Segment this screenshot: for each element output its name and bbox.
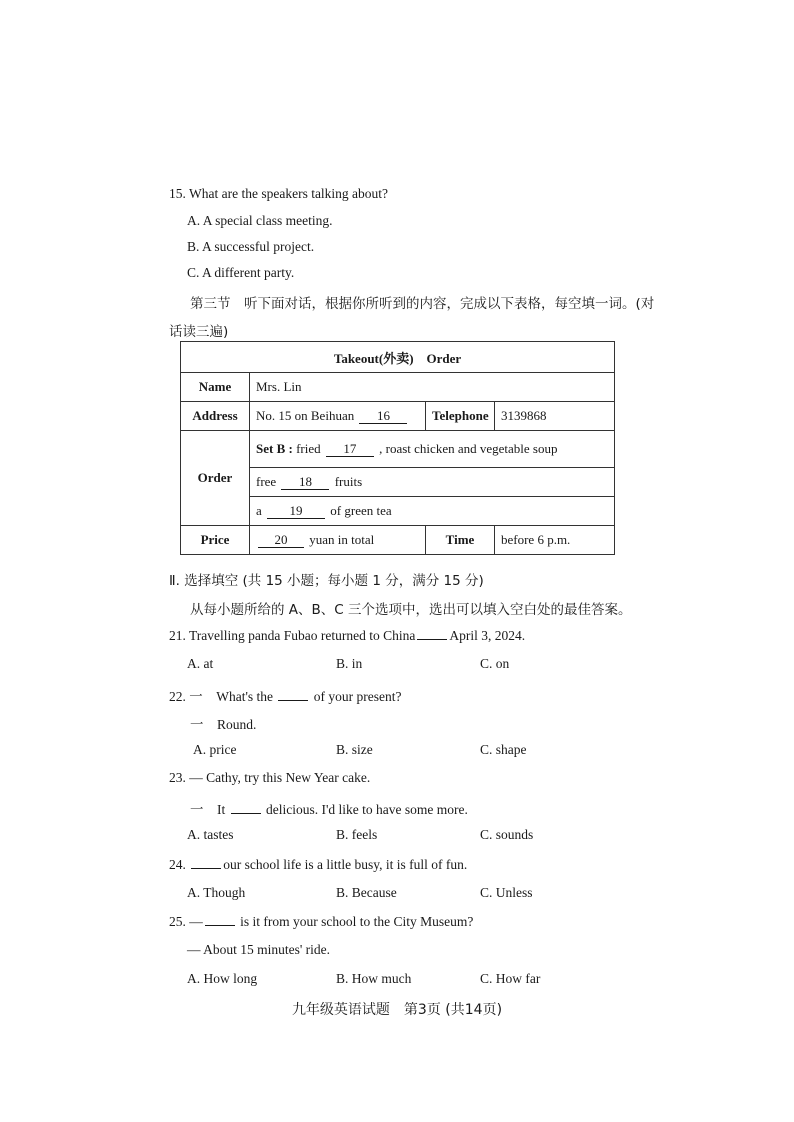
q15-stem: 15. What are the speakers talking about? [169, 186, 389, 201]
q21-option-c: C. on [480, 656, 510, 671]
q25-option-c: C. How far [480, 971, 541, 986]
q23-option-b: B. feels [336, 827, 378, 842]
q22-option-c: C. shape [480, 742, 527, 757]
q21-stem [169, 627, 525, 644]
q22-option-b: B. size [336, 742, 373, 757]
telephone-value: 3139868 [495, 402, 615, 431]
q22-stem-pre: 22. 一 What's the [169, 689, 274, 704]
q22-stem-post: of your present? [313, 689, 402, 704]
q24-stem-post: our school life is a little busy, it is full of fun. [223, 857, 468, 872]
q24-blank [191, 856, 221, 869]
telephone-label: Telephone [426, 402, 495, 431]
q25-option-b: B. How much [336, 971, 412, 986]
part2-title: Ⅱ. 选择填空 (共 15 小题；每小题 1 分，满分 15 分) [169, 573, 484, 589]
green-tea-text: of green tea [330, 503, 392, 518]
q25-stem-post: is it from your school to the City Museum? [240, 914, 474, 929]
order-green-tea [250, 497, 615, 526]
blank-18: 18 [281, 475, 329, 490]
q25-reply: — About 15 minutes' ride. [187, 942, 331, 957]
section3-instruction-cont: 话读三遍) [169, 324, 229, 340]
q25-option-a: A. How long [187, 971, 258, 986]
q23-option-a: A. tastes [187, 827, 234, 842]
address-value [250, 402, 426, 431]
address-prefix: No. 15 on Beihuan [256, 408, 355, 423]
blank-16: 16 [359, 409, 407, 424]
q23-reply-post: delicious. I'd like to have some more. [266, 802, 468, 817]
order-free-fruits [250, 468, 615, 497]
q15-option-b: B. A successful project. [187, 239, 315, 254]
part2-instruction: 从每小题所给的 A、B、C 三个选项中，选出可以填入空白处的最佳答案。 [190, 602, 632, 618]
page-footer: 九年级英语试题 第3页 (共14页) [291, 1002, 503, 1018]
q21-option-a: A. at [187, 656, 214, 671]
order-label: Order [181, 431, 250, 526]
time-label: Time [426, 526, 495, 555]
blank-17: 17 [326, 442, 374, 457]
price-label: Price [181, 526, 250, 555]
fruits-text: fruits [334, 474, 363, 489]
q24-option-c: C. Unless [480, 885, 533, 900]
q21-option-b: B. in [336, 656, 363, 671]
blank-19: 19 [267, 504, 325, 519]
q25-stem [169, 913, 473, 930]
order-set-b [250, 431, 615, 468]
q22-stem [169, 685, 402, 705]
name-value: Mrs. Lin [250, 373, 615, 402]
q22-option-a: A. price [193, 742, 237, 757]
q22-blank [278, 688, 308, 701]
q24-option-b: B. Because [336, 885, 397, 900]
q23-reply-pre: 一 It [190, 802, 226, 817]
q23-reply [190, 798, 468, 818]
q22-reply: 一 Round. [190, 717, 257, 732]
q15-option-a: A. A special class meeting. [187, 213, 333, 228]
order-rest-text: , roast chicken and vegetable soup [379, 441, 558, 456]
q23-stem: 23. — Cathy, try this New Year cake. [169, 770, 371, 785]
q15-option-c: C. A different party. [187, 265, 295, 280]
q24-stem-pre: 24. [169, 857, 186, 872]
q21-stem-pre: 21. Travelling panda Fubao returned to China [169, 628, 416, 643]
blank-20: 20 [258, 533, 304, 548]
table-title: Takeout(外卖) Order [181, 342, 615, 373]
q24-option-a: A. Though [187, 885, 246, 900]
section3-instruction: 第三节 听下面对话，根据你所听到的内容，完成以下表格，每空填一词。(对 [190, 296, 655, 312]
q21-blank [417, 627, 447, 640]
address-label: Address [181, 402, 250, 431]
takeout-order-table [180, 341, 615, 555]
set-b-label: Set B : [256, 441, 293, 456]
q25-blank [205, 913, 235, 926]
time-value: before 6 p.m. [495, 526, 615, 555]
fried-text: fried [296, 441, 321, 456]
q23-blank [231, 801, 261, 814]
free-text: free [256, 474, 277, 489]
name-label: Name [181, 373, 250, 402]
q21-stem-post: April 3, 2024. [449, 628, 526, 643]
q24-stem [169, 856, 467, 873]
q23-option-c: C. sounds [480, 827, 534, 842]
q25-stem-pre: 25. — [169, 914, 203, 929]
a-text: a [256, 503, 262, 518]
yuan-text: yuan in total [309, 532, 375, 547]
price-value [250, 526, 426, 555]
